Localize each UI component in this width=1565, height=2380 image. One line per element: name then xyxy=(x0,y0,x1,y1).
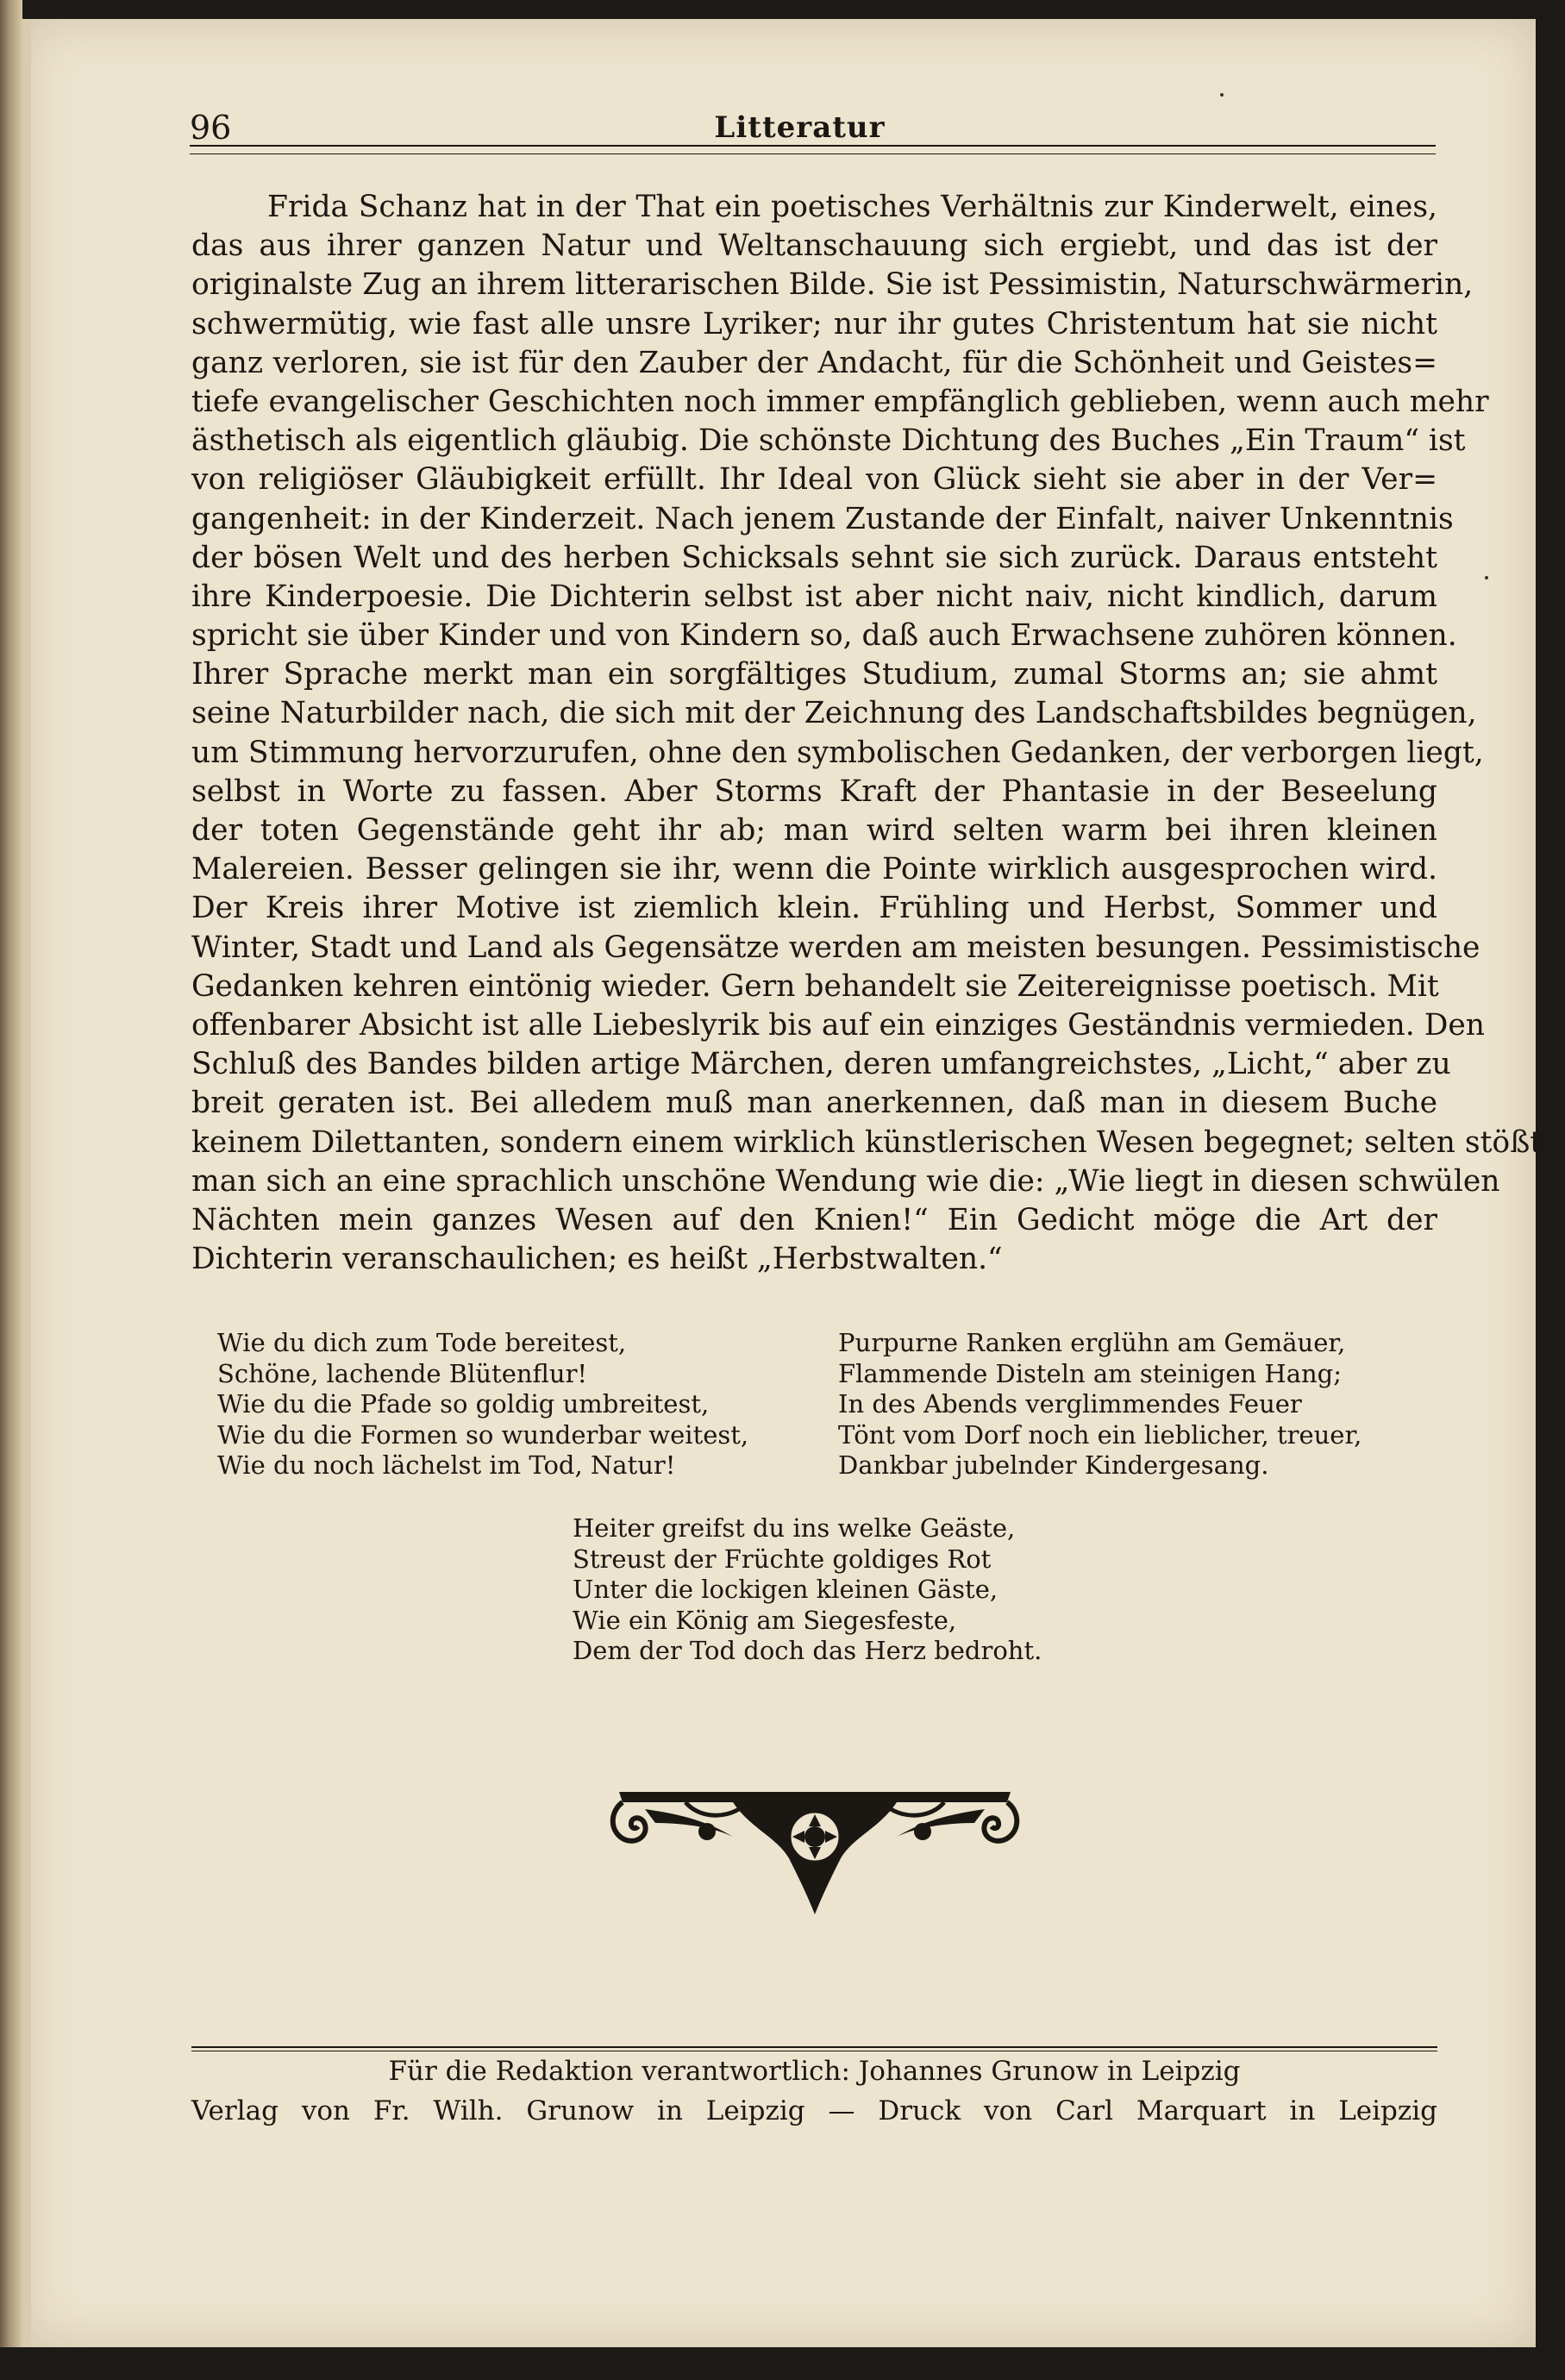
body-line: selbst in Worte zu fassen. Aber Storms Kraft der Phantasie in der Beseelung xyxy=(191,774,1437,809)
scan-bottom-edge xyxy=(0,2347,1565,2380)
body-line: originalste Zug an ihrem litterarischen Bilde. Sie ist Pessimistin, Naturschwärmerin, xyxy=(191,267,1474,303)
tailpiece-ornament-icon xyxy=(604,1776,1026,1923)
body-line: ganz verloren, sie ist für den Zauber der Andacht, für die Schönheit und Geistes= xyxy=(191,345,1437,380)
poem-stanza-right xyxy=(838,1328,1442,1481)
poem-line: Wie du noch lächelst im Tod, Natur! xyxy=(217,1450,676,1481)
body-line: schwermütig, wie fast alle unsre Lyriker; nur ihr gutes Christentum hat sie nicht xyxy=(191,306,1437,341)
publisher-imprint: Verlag von Fr. Wilh. Grunow in Leipzig — Druck von Carl Marquart in Leipzig xyxy=(191,2095,1437,2126)
poem-stanza-center xyxy=(573,1513,1142,1667)
poem-line: Heiter greifst du ins welke Geäste, xyxy=(573,1513,1016,1543)
poem-line: Tönt vom Dorf noch ein lieblicher, treuer, xyxy=(838,1419,1362,1450)
body-line: breit geraten ist. Bei alledem muß man anerkennen, daß man in diesem Buche xyxy=(191,1086,1437,1121)
body-line: Winter, Stadt und Land als Gegensätze werden am meisten besungen. Pessimistische xyxy=(191,930,1480,965)
body-line: um Stimmung hervorzurufen, ohne den symbolischen Gedanken, der verborgen liegt, xyxy=(191,735,1484,770)
body-line: Nächten mein ganzes Wesen auf den Knien!“ Ein Gedicht möge die Art der xyxy=(191,1202,1437,1237)
body-line: keinem Dilettanten, sondern einem wirklich künstlerischen Wesen begegnet; selten stößt xyxy=(191,1124,1543,1160)
poem-line: Schöne, lachende Blütenflur! xyxy=(217,1358,588,1388)
poem-line: Streust der Früchte goldiges Rot xyxy=(573,1544,992,1574)
body-line: Dichterin veranschaulichen; es heißt „Herbstwalten.“ xyxy=(191,1242,1003,1277)
poem-line: In des Abends verglimmendes Feuer xyxy=(838,1389,1302,1419)
poem-line: Unter die lockigen kleinen Gäste, xyxy=(573,1575,998,1605)
body-line: ästhetisch als eigentlich gläubig. Die schönste Dichtung des Buches „Ein Traum“ ist xyxy=(191,423,1466,459)
body-line: das aus ihrer ganzen Natur und Weltanschauung sich ergiebt, und das ist der xyxy=(191,229,1437,264)
scan-binding-edge xyxy=(0,0,22,2380)
poem-line: Flammende Disteln am steinigen Hang; xyxy=(838,1358,1343,1388)
ink-speck xyxy=(1220,93,1224,97)
body-line: der toten Gegenstände geht ihr ab; man wird selten warm bei ihren kleinen xyxy=(191,813,1437,848)
poem-line: Dem der Tod doch das Herz bedroht. xyxy=(573,1636,1042,1666)
editor-imprint: Für die Redaktion verantwortlich: Johannes Grunow in Leipzig xyxy=(388,2056,1241,2087)
poem-line: Purpurne Ranken erglühn am Gemäuer, xyxy=(838,1328,1346,1357)
body-line: von religiöser Gläubigkeit erfüllt. Ihr Ideal von Glück sieht sie aber in der Ver= xyxy=(191,462,1437,498)
article-body xyxy=(191,188,1543,1279)
body-line: Frida Schanz hat in der That ein poetisches Verhältnis zur Kinderwelt, eines, xyxy=(267,190,1437,224)
running-title: Litteratur xyxy=(714,110,886,145)
body-line: gangenheit: in der Kinderzeit. Nach jenem Zustande der Einfalt, naiver Unkenntnis xyxy=(191,501,1454,536)
poem-line: Wie du dich zum Tode bereitest, xyxy=(217,1328,627,1357)
poem-line: Wie du die Pfade so goldig umbreitest, xyxy=(217,1389,710,1419)
poem-line: Wie ein König am Siegesfeste, xyxy=(573,1605,957,1635)
body-line: Malereien. Besser gelingen sie ihr, wenn die Pointe wirklich ausgesprochen wird. xyxy=(191,852,1437,887)
body-line: der bösen Welt und des herben Schicksals sehnt sie sich zurück. Daraus entsteht xyxy=(191,540,1437,575)
body-line: Ihrer Sprache merkt man ein sorgfältiges Studium, zumal Storms an; sie ahmt xyxy=(191,657,1437,692)
ink-speck xyxy=(1485,576,1488,579)
body-line: man sich an eine sprachlich unschöne Wendung wie die: „Wie liegt in diesen schwülen xyxy=(191,1163,1500,1199)
body-line: Der Kreis ihrer Motive ist ziemlich klein. Frühling und Herbst, Sommer und xyxy=(191,891,1437,926)
body-line: spricht sie über Kinder und von Kindern so, daß auch Erwachsene zuhören können. xyxy=(191,618,1457,654)
body-line: ihre Kinderpoesie. Die Dichterin selbst ist aber nicht naiv, nicht kindlich, darum xyxy=(191,579,1437,614)
page-number: 96 xyxy=(190,109,232,147)
poem-line: Wie du die Formen so wunderbar weitest, xyxy=(217,1419,749,1450)
poem-line: Dankbar jubelnder Kindergesang. xyxy=(838,1450,1269,1481)
page-edge xyxy=(22,19,31,2347)
body-line: seine Naturbilder nach, die sich mit der Zeichnung des Landschaftsbildes begnügen, xyxy=(191,696,1477,731)
footer-rule xyxy=(191,2046,1437,2048)
poem-stanza-left xyxy=(217,1328,821,1481)
body-line: Gedanken kehren eintönig wieder. Gern behandelt sie Zeitereignisse poetisch. Mit xyxy=(191,968,1439,1004)
body-line: Schluß des Bandes bilden artige Märchen, deren umfangreichstes, „Licht,“ aber zu xyxy=(191,1047,1451,1082)
body-line: offenbarer Absicht ist alle Liebeslyrik bis auf ein einziges Geständnis vermieden. Den xyxy=(191,1007,1485,1043)
body-line: tiefe evangelischer Geschichten noch immer empfänglich geblieben, wenn auch mehr xyxy=(191,384,1489,419)
header-rule xyxy=(190,145,1436,154)
